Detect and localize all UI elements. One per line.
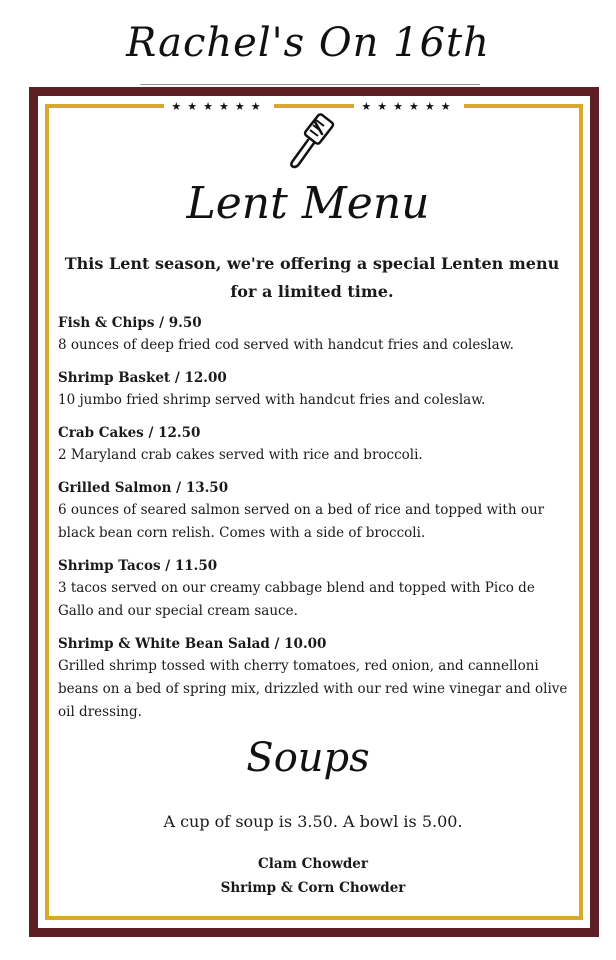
- menu-item: [58, 633, 568, 724]
- lent-menu-heading: Lent Menu: [186, 178, 430, 229]
- spatula-icon: [280, 110, 344, 174]
- stars-left: ★★★★★★: [164, 98, 274, 116]
- menu-items-list: [58, 312, 568, 734]
- menu-item-name: Shrimp Basket / 12.00: [58, 370, 227, 386]
- menu-item-description: 10 jumbo fried shrimp served with handcut fries and coleslaw.: [58, 392, 486, 408]
- menu-item: [58, 312, 568, 357]
- menu-item-name: Grilled Salmon / 13.50: [58, 480, 229, 496]
- menu-item-description: 6 ounces of seared salmon served on a bed of rice and topped with our black bean corn relish. Comes with a side of broccoli.: [58, 502, 545, 541]
- soups-heading: Soups: [246, 735, 370, 781]
- menu-item: [58, 477, 568, 545]
- menu-item-description: Grilled shrimp tossed with cherry tomatoes, red onion, and cannelloni beans on a bed of spring mix, drizzled with our red wine vinegar and olive oil dressing.: [58, 658, 568, 720]
- menu-item-description: 3 tacos served on our creamy cabbage blend and topped with Pico de Gallo and our special cream sauce.: [58, 580, 535, 619]
- menu-item-name: Shrimp Tacos / 11.50: [58, 558, 218, 574]
- menu-item: [58, 422, 568, 467]
- menu-item-name: Shrimp & White Bean Salad / 10.00: [58, 636, 327, 652]
- soup-item: Clam Chowder: [258, 856, 368, 872]
- soup-item: Shrimp & Corn Chowder: [220, 880, 406, 896]
- stars-right: ★★★★★★: [354, 98, 464, 116]
- soups-price-note: A cup of soup is 3.50. A bowl is 5.00.: [163, 812, 463, 831]
- page-title: Rachel's On 16th: [126, 20, 490, 66]
- menu-item-description: 8 ounces of deep fried cod served with handcut fries and coleslaw.: [58, 337, 514, 353]
- menu-item-description: 2 Maryland crab cakes served with rice and broccoli.: [58, 447, 423, 463]
- menu-intro: This Lent season, we're offering a special Lenten menu for a limited time.: [64, 254, 560, 301]
- menu-item: [58, 367, 568, 412]
- menu-item-name: Fish & Chips / 9.50: [58, 315, 202, 331]
- menu-item-name: Crab Cakes / 12.50: [58, 425, 201, 441]
- menu-item: [58, 555, 568, 623]
- title-divider: [140, 84, 480, 85]
- soups-list: [0, 852, 616, 900]
